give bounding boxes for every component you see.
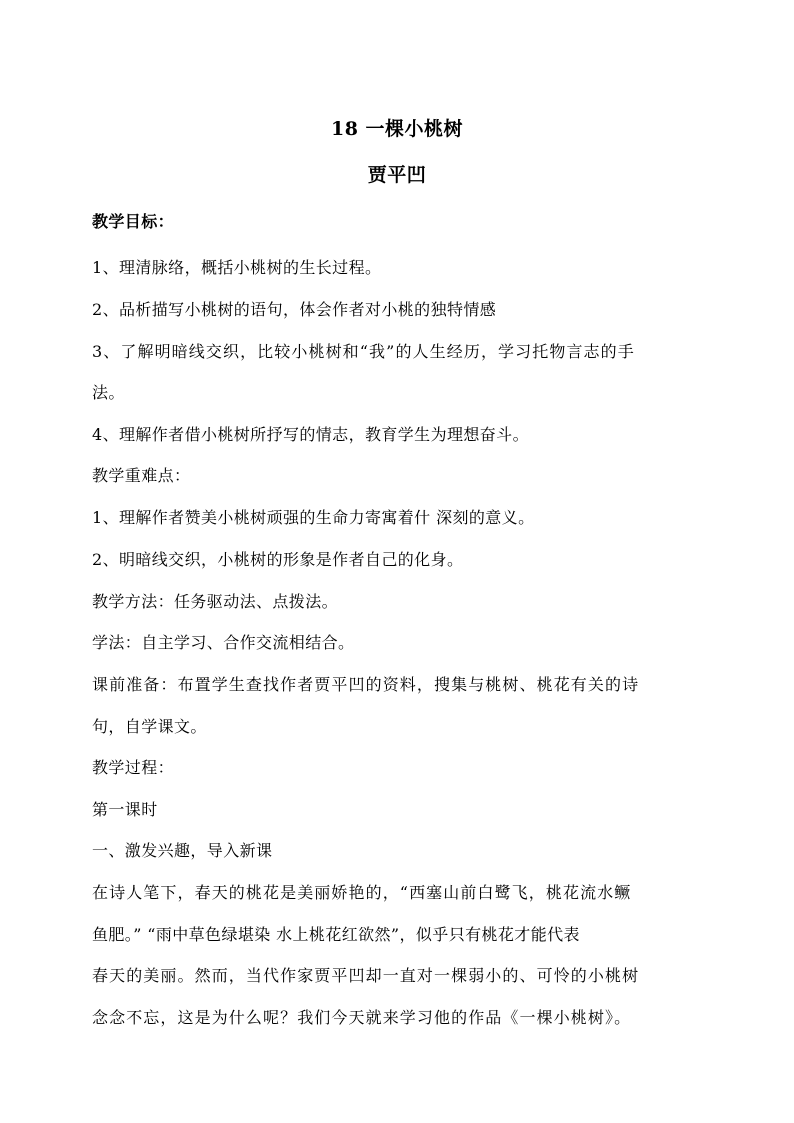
goal-item: 2、品析描写小桃树的语句，体会作者对小桃的独特情感 bbox=[92, 300, 497, 319]
preparation-line: 课前准备：布置学生查找作者贾平凹的资料，搜集与桃树、桃花有关的诗 bbox=[92, 675, 640, 694]
key-point-item: 2、明暗线交织，小桃树的形象是作者自己的化身。 bbox=[92, 550, 464, 569]
lesson-label: 第一课时 bbox=[92, 800, 158, 819]
goal-item: 1、理清脉络，概括小桃树的生长过程。 bbox=[92, 258, 382, 277]
section-heading: 一、激发兴趣，导入新课 bbox=[92, 841, 273, 860]
key-point-item: 1、理解作者赞美小桃树顽强的生命力寄寓着什 深刻的意义。 bbox=[92, 508, 535, 527]
heading-key-points: 教学重难点： bbox=[92, 466, 191, 485]
paragraph-line: 在诗人笔下，春天的桃花是美丽娇艳的，“西塞山前白鹭飞，桃花流水鳜 bbox=[92, 883, 632, 902]
goal-item: 4、理解作者借小桃树所抒写的情志，教育学生为理想奋斗。 bbox=[92, 425, 529, 444]
paragraph-line: 春天的美丽。然而，当代作家贾平凹却一直对一棵弱小的、可怜的小桃树 bbox=[92, 966, 640, 985]
document-title: 18 一棵小桃树 bbox=[330, 118, 464, 140]
document-author: 贾平凹 bbox=[367, 164, 427, 186]
study-method: 学法：自主学习、合作交流相结合。 bbox=[92, 633, 355, 652]
heading-teaching-goals: 教学目标： bbox=[92, 212, 175, 231]
paragraph-line: 鱼肥。” “雨中草色绿堪染 水上桃花红欲然”，似乎只有桃花才能代表 bbox=[92, 925, 580, 944]
heading-teaching-process: 教学过程： bbox=[92, 758, 175, 777]
goal-item-continuation: 法。 bbox=[92, 383, 125, 402]
paragraph-line: 念念不忘，这是为什么呢？我们今天就来学习他的作品《一棵小桃树》。 bbox=[92, 1008, 632, 1027]
preparation-line: 句，自学课文。 bbox=[92, 717, 207, 736]
goal-item: 3、了解明暗线交织，比较小桃树和“我”的人生经历，学习托物言志的手 bbox=[92, 342, 635, 361]
teaching-method: 教学方法：任务驱动法、点拨法。 bbox=[92, 592, 339, 611]
